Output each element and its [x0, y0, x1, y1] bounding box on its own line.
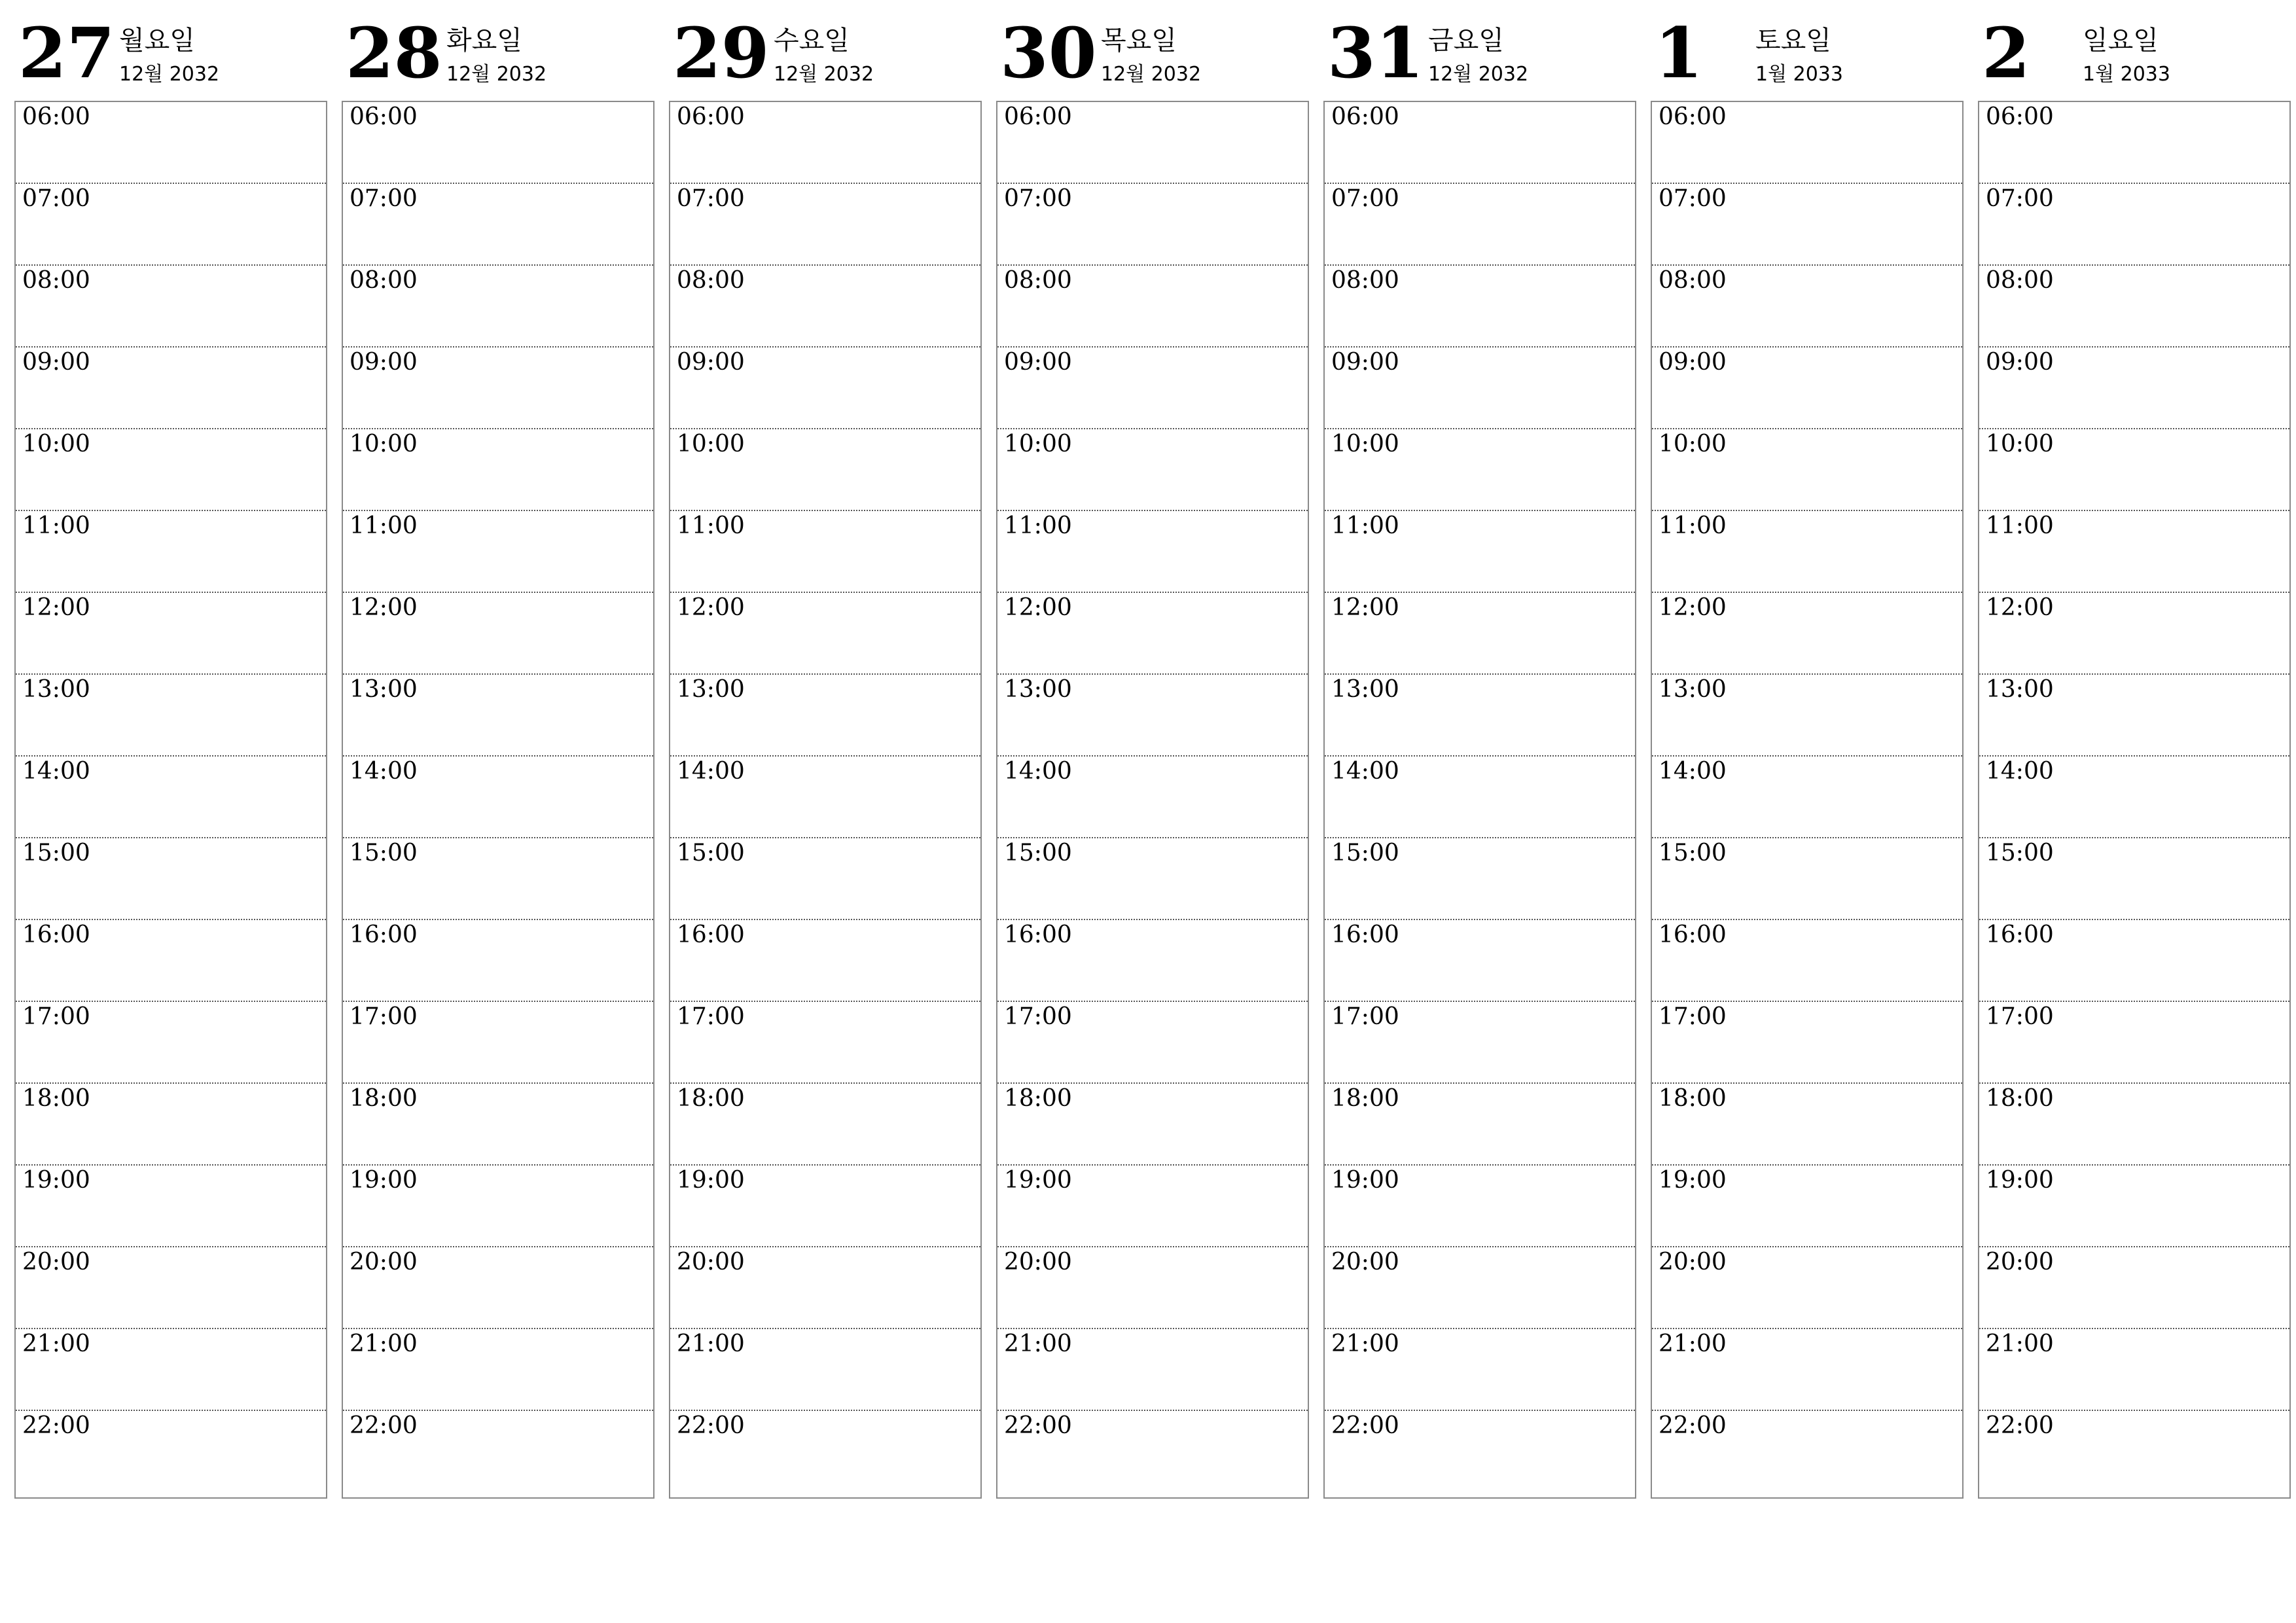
time-slot[interactable] [997, 757, 1308, 838]
time-slot[interactable] [997, 184, 1308, 266]
time-slot-label: 22:00 [1986, 1412, 2054, 1439]
time-slot[interactable] [1652, 1411, 1962, 1497]
time-slot-label: 11:00 [677, 512, 745, 539]
time-slot-label: 14:00 [1331, 758, 1399, 785]
time-slot-label: 19:00 [677, 1167, 745, 1194]
time-slot-label: 22:00 [1331, 1412, 1399, 1439]
time-slot[interactable] [997, 1166, 1308, 1247]
day-number: 27 [18, 12, 115, 94]
weekday-label: 목요일 [1101, 26, 1177, 56]
time-slot[interactable] [1652, 1247, 1962, 1329]
time-slot-label: 14:00 [1986, 758, 2054, 785]
time-slot[interactable] [1979, 511, 2289, 593]
time-slot[interactable] [670, 593, 980, 675]
time-slot-label: 09:00 [1659, 349, 1727, 376]
time-slot-label: 09:00 [1986, 349, 2054, 376]
time-slot-label: 17:00 [22, 1003, 90, 1030]
time-slot[interactable] [997, 1002, 1308, 1084]
time-slot-label: 19:00 [1331, 1167, 1399, 1194]
time-slot-label: 16:00 [22, 921, 90, 948]
time-slot[interactable] [670, 1166, 980, 1247]
time-slot[interactable] [343, 184, 653, 266]
time-slot[interactable] [1325, 757, 1635, 838]
time-slot-label: 14:00 [1004, 758, 1072, 785]
time-slot-label: 13:00 [677, 676, 745, 703]
time-slot-label: 10:00 [1986, 431, 2054, 457]
time-slot[interactable] [670, 184, 980, 266]
time-slot-label: 13:00 [22, 676, 90, 703]
time-slot-label: 21:00 [22, 1330, 90, 1357]
time-slot[interactable] [16, 429, 326, 511]
time-slot[interactable] [997, 675, 1308, 757]
time-slot-label: 14:00 [350, 758, 418, 785]
time-slot-label: 22:00 [677, 1412, 745, 1439]
time-slot[interactable] [997, 348, 1308, 429]
time-slot-label: 11:00 [350, 512, 418, 539]
time-slot-label: 18:00 [1659, 1085, 1727, 1112]
time-slot-label: 19:00 [350, 1167, 418, 1194]
time-slot-label: 11:00 [1659, 512, 1727, 539]
time-slot-label: 07:00 [677, 185, 745, 212]
time-slot-label: 06:00 [350, 103, 418, 130]
time-slot-label: 17:00 [1986, 1003, 2054, 1030]
time-slot-label: 19:00 [22, 1167, 90, 1194]
time-slot-label: 18:00 [350, 1085, 418, 1112]
time-slot[interactable] [670, 1329, 980, 1411]
time-slot-label: 13:00 [1004, 676, 1072, 703]
time-slot[interactable] [997, 838, 1308, 920]
day-column [1323, 13, 1636, 1499]
time-slot-label: 20:00 [677, 1249, 745, 1275]
day-header [14, 13, 327, 101]
time-slot[interactable] [1652, 1084, 1962, 1166]
time-slot[interactable] [997, 429, 1308, 511]
time-slot-label: 16:00 [1004, 921, 1072, 948]
time-slot[interactable] [670, 511, 980, 593]
time-slot[interactable] [343, 1166, 653, 1247]
time-slot-label: 08:00 [1659, 267, 1727, 294]
time-slot[interactable] [670, 102, 980, 184]
weekly-planner [14, 13, 2291, 1499]
time-slot[interactable] [1979, 675, 2289, 757]
time-slot-label: 12:00 [1004, 594, 1072, 621]
time-slot[interactable] [1979, 102, 2289, 184]
time-slot[interactable] [16, 593, 326, 675]
time-slot-label: 06:00 [22, 103, 90, 130]
time-slot[interactable] [16, 838, 326, 920]
time-slot-label: 16:00 [1659, 921, 1727, 948]
time-slot[interactable] [1652, 266, 1962, 348]
time-slot-label: 07:00 [1659, 185, 1727, 212]
time-slot[interactable] [16, 1084, 326, 1166]
time-slot[interactable] [1979, 266, 2289, 348]
day-header [996, 13, 1309, 101]
time-slot-label: 17:00 [677, 1003, 745, 1030]
time-slot[interactable] [16, 1329, 326, 1411]
time-slot[interactable] [1325, 1247, 1635, 1329]
time-slot[interactable] [16, 757, 326, 838]
time-slot[interactable] [343, 1084, 653, 1166]
time-slot[interactable] [1652, 429, 1962, 511]
time-slot-label: 21:00 [677, 1330, 745, 1357]
time-slot[interactable] [1652, 920, 1962, 1002]
time-slot[interactable] [1325, 920, 1635, 1002]
day-column [342, 13, 655, 1499]
time-slot[interactable] [1652, 511, 1962, 593]
time-slot[interactable] [997, 1084, 1308, 1166]
month-year-label: 12월 2032 [1428, 63, 1529, 86]
time-slot[interactable] [16, 348, 326, 429]
time-slot[interactable] [16, 920, 326, 1002]
time-slot[interactable] [343, 1247, 653, 1329]
time-slot-label: 07:00 [22, 185, 90, 212]
time-slot[interactable] [16, 675, 326, 757]
time-slot[interactable] [1979, 1166, 2289, 1247]
time-slot[interactable] [1325, 1002, 1635, 1084]
time-slot[interactable] [1979, 348, 2289, 429]
time-slot[interactable] [16, 1411, 326, 1497]
time-slot-label: 17:00 [1659, 1003, 1727, 1030]
time-slot[interactable] [670, 675, 980, 757]
time-slot[interactable] [1652, 348, 1962, 429]
time-slot[interactable] [1652, 593, 1962, 675]
time-slot-label: 12:00 [1986, 594, 2054, 621]
time-slot[interactable] [997, 266, 1308, 348]
time-slot[interactable] [1325, 102, 1635, 184]
time-slot-label: 06:00 [1331, 103, 1399, 130]
time-slot[interactable] [997, 920, 1308, 1002]
time-slot-label: 12:00 [350, 594, 418, 621]
time-slot-label: 16:00 [1986, 921, 2054, 948]
time-slot[interactable] [16, 1166, 326, 1247]
time-slot[interactable] [16, 511, 326, 593]
time-slot-label: 22:00 [1004, 1412, 1072, 1439]
time-slot[interactable] [1325, 1329, 1635, 1411]
time-slot[interactable] [1979, 429, 2289, 511]
time-slot-label: 15:00 [1986, 840, 2054, 866]
month-year-label: 12월 2032 [446, 63, 547, 86]
time-slot[interactable] [670, 1002, 980, 1084]
day-number: 30 [1000, 12, 1097, 94]
time-slot[interactable] [670, 838, 980, 920]
time-slot-label: 09:00 [1004, 349, 1072, 376]
time-slot[interactable] [1325, 838, 1635, 920]
time-slot-label: 10:00 [1659, 431, 1727, 457]
time-slot-label: 14:00 [1659, 758, 1727, 785]
time-slot[interactable] [997, 1247, 1308, 1329]
time-slot-label: 20:00 [1986, 1249, 2054, 1275]
time-slot-label: 18:00 [1004, 1085, 1072, 1112]
time-slot-label: 06:00 [1986, 103, 2054, 130]
time-slot[interactable] [1979, 1247, 2289, 1329]
time-slot-label: 21:00 [350, 1330, 418, 1357]
time-slot-label: 11:00 [1331, 512, 1399, 539]
time-slot-label: 22:00 [22, 1412, 90, 1439]
time-slot-label: 08:00 [1331, 267, 1399, 294]
weekday-label: 금요일 [1428, 26, 1504, 56]
time-slot[interactable] [1325, 1084, 1635, 1166]
time-slot[interactable] [997, 1411, 1308, 1497]
time-slot-label: 20:00 [1004, 1249, 1072, 1275]
time-slot[interactable] [670, 429, 980, 511]
time-slot[interactable] [1325, 184, 1635, 266]
time-slot-box [1978, 101, 2291, 1499]
time-slot[interactable] [1652, 1329, 1962, 1411]
time-slot-label: 10:00 [350, 431, 418, 457]
time-slot[interactable] [997, 511, 1308, 593]
time-slot-label: 15:00 [22, 840, 90, 866]
time-slot[interactable] [343, 348, 653, 429]
time-slot[interactable] [1652, 757, 1962, 838]
day-number: 28 [346, 12, 442, 94]
time-slot[interactable] [343, 757, 653, 838]
time-slot-label: 18:00 [1331, 1085, 1399, 1112]
time-slot-label: 10:00 [1004, 431, 1072, 457]
time-slot[interactable] [1325, 348, 1635, 429]
day-column [1978, 13, 2291, 1499]
time-slot[interactable] [1979, 593, 2289, 675]
time-slot[interactable] [670, 920, 980, 1002]
time-slot-label: 16:00 [677, 921, 745, 948]
time-slot-label: 21:00 [1331, 1330, 1399, 1357]
time-slot[interactable] [1979, 1411, 2289, 1497]
time-slot[interactable] [1652, 102, 1962, 184]
time-slot[interactable] [16, 102, 326, 184]
time-slot-label: 10:00 [677, 431, 745, 457]
time-slot-box [1651, 101, 1964, 1499]
time-slot-label: 15:00 [1659, 840, 1727, 866]
time-slot-label: 19:00 [1659, 1167, 1727, 1194]
time-slot-label: 07:00 [350, 185, 418, 212]
day-column [996, 13, 1309, 1499]
time-slot-label: 13:00 [1659, 676, 1727, 703]
time-slot-label: 11:00 [22, 512, 90, 539]
time-slot[interactable] [997, 102, 1308, 184]
time-slot-label: 08:00 [350, 267, 418, 294]
time-slot-label: 15:00 [1004, 840, 1072, 866]
time-slot[interactable] [1979, 1329, 2289, 1411]
time-slot-label: 16:00 [350, 921, 418, 948]
time-slot[interactable] [1325, 593, 1635, 675]
time-slot-box [996, 101, 1309, 1499]
weekday-label: 월요일 [119, 26, 195, 56]
time-slot[interactable] [1325, 1166, 1635, 1247]
time-slot-label: 21:00 [1659, 1330, 1727, 1357]
time-slot[interactable] [1979, 838, 2289, 920]
time-slot-label: 10:00 [22, 431, 90, 457]
time-slot-label: 06:00 [1004, 103, 1072, 130]
time-slot-label: 09:00 [22, 349, 90, 376]
month-year-label: 1월 2033 [1755, 63, 1843, 86]
time-slot-label: 15:00 [350, 840, 418, 866]
time-slot[interactable] [1652, 675, 1962, 757]
time-slot-box [669, 101, 982, 1499]
time-slot[interactable] [1979, 184, 2289, 266]
weekday-label: 일요일 [2083, 26, 2159, 56]
time-slot-label: 07:00 [1004, 185, 1072, 212]
time-slot[interactable] [1979, 920, 2289, 1002]
time-slot[interactable] [16, 1247, 326, 1329]
time-slot-label: 07:00 [1331, 185, 1399, 212]
time-slot-label: 20:00 [1659, 1249, 1727, 1275]
time-slot[interactable] [1325, 511, 1635, 593]
time-slot-label: 18:00 [677, 1085, 745, 1112]
time-slot[interactable] [343, 593, 653, 675]
time-slot[interactable] [670, 1084, 980, 1166]
time-slot[interactable] [343, 1329, 653, 1411]
time-slot-label: 13:00 [1986, 676, 2054, 703]
time-slot-label: 10:00 [1331, 431, 1399, 457]
time-slot-label: 08:00 [1986, 267, 2054, 294]
time-slot-label: 14:00 [677, 758, 745, 785]
day-number: 2 [1982, 12, 2030, 94]
day-column [14, 13, 327, 1499]
time-slot-label: 22:00 [1659, 1412, 1727, 1439]
time-slot-label: 09:00 [1331, 349, 1399, 376]
time-slot[interactable] [16, 266, 326, 348]
time-slot[interactable] [1325, 675, 1635, 757]
month-year-label: 12월 2032 [1101, 63, 1202, 86]
time-slot[interactable] [1652, 1002, 1962, 1084]
time-slot[interactable] [670, 1247, 980, 1329]
time-slot-box [14, 101, 327, 1499]
month-year-label: 1월 2033 [2083, 63, 2170, 86]
time-slot[interactable] [1979, 1002, 2289, 1084]
time-slot-label: 07:00 [1986, 185, 2054, 212]
time-slot[interactable] [343, 920, 653, 1002]
time-slot-box [342, 101, 655, 1499]
weekday-label: 토요일 [1755, 26, 1831, 56]
day-header [1323, 13, 1636, 101]
month-year-label: 12월 2032 [774, 63, 874, 86]
time-slot[interactable] [1652, 1166, 1962, 1247]
time-slot-label: 12:00 [22, 594, 90, 621]
day-header [342, 13, 655, 101]
time-slot[interactable] [343, 511, 653, 593]
time-slot-label: 20:00 [22, 1249, 90, 1275]
day-column [669, 13, 982, 1499]
time-slot[interactable] [343, 102, 653, 184]
time-slot-label: 15:00 [677, 840, 745, 866]
time-slot-label: 16:00 [1331, 921, 1399, 948]
time-slot-label: 13:00 [1331, 676, 1399, 703]
time-slot[interactable] [670, 266, 980, 348]
day-number: 31 [1327, 12, 1424, 94]
time-slot-label: 13:00 [350, 676, 418, 703]
day-header [1978, 13, 2291, 101]
time-slot-label: 12:00 [1331, 594, 1399, 621]
time-slot-label: 22:00 [350, 1412, 418, 1439]
time-slot[interactable] [343, 1411, 653, 1497]
time-slot-label: 20:00 [1331, 1249, 1399, 1275]
time-slot[interactable] [343, 266, 653, 348]
time-slot[interactable] [997, 593, 1308, 675]
time-slot-label: 09:00 [677, 349, 745, 376]
day-number: 1 [1655, 12, 1703, 94]
time-slot[interactable] [16, 1002, 326, 1084]
time-slot-label: 15:00 [1331, 840, 1399, 866]
time-slot-label: 19:00 [1986, 1167, 2054, 1194]
time-slot-label: 08:00 [22, 267, 90, 294]
time-slot-label: 21:00 [1986, 1330, 2054, 1357]
day-header [669, 13, 982, 101]
time-slot[interactable] [670, 348, 980, 429]
time-slot-label: 20:00 [350, 1249, 418, 1275]
time-slot-label: 06:00 [677, 103, 745, 130]
time-slot[interactable] [670, 757, 980, 838]
time-slot-label: 14:00 [22, 758, 90, 785]
weekday-label: 화요일 [446, 26, 522, 56]
time-slot[interactable] [1325, 1411, 1635, 1497]
time-slot[interactable] [1325, 266, 1635, 348]
time-slot[interactable] [343, 429, 653, 511]
time-slot[interactable] [997, 1329, 1308, 1411]
time-slot-label: 08:00 [677, 267, 745, 294]
day-column [1651, 13, 1964, 1499]
time-slot[interactable] [16, 184, 326, 266]
time-slot-label: 11:00 [1004, 512, 1072, 539]
time-slot[interactable] [343, 675, 653, 757]
time-slot-box [1323, 101, 1636, 1499]
time-slot[interactable] [1325, 429, 1635, 511]
time-slot-label: 11:00 [1986, 512, 2054, 539]
weekday-label: 수요일 [774, 26, 850, 56]
month-year-label: 12월 2032 [119, 63, 220, 86]
time-slot-label: 12:00 [677, 594, 745, 621]
time-slot[interactable] [1979, 1084, 2289, 1166]
time-slot-label: 18:00 [1986, 1085, 2054, 1112]
time-slot-label: 17:00 [1331, 1003, 1399, 1030]
time-slot-label: 06:00 [1659, 103, 1727, 130]
time-slot-label: 12:00 [1659, 594, 1727, 621]
time-slot-label: 18:00 [22, 1085, 90, 1112]
time-slot-label: 21:00 [1004, 1330, 1072, 1357]
time-slot[interactable] [1652, 838, 1962, 920]
time-slot-label: 09:00 [350, 349, 418, 376]
day-number: 29 [673, 12, 770, 94]
time-slot[interactable] [1979, 757, 2289, 838]
time-slot-label: 19:00 [1004, 1167, 1072, 1194]
time-slot[interactable] [670, 1411, 980, 1497]
time-slot-label: 17:00 [1004, 1003, 1072, 1030]
time-slot[interactable] [343, 838, 653, 920]
time-slot-label: 08:00 [1004, 267, 1072, 294]
day-header [1651, 13, 1964, 101]
time-slot[interactable] [1652, 184, 1962, 266]
time-slot-label: 17:00 [350, 1003, 418, 1030]
time-slot[interactable] [343, 1002, 653, 1084]
